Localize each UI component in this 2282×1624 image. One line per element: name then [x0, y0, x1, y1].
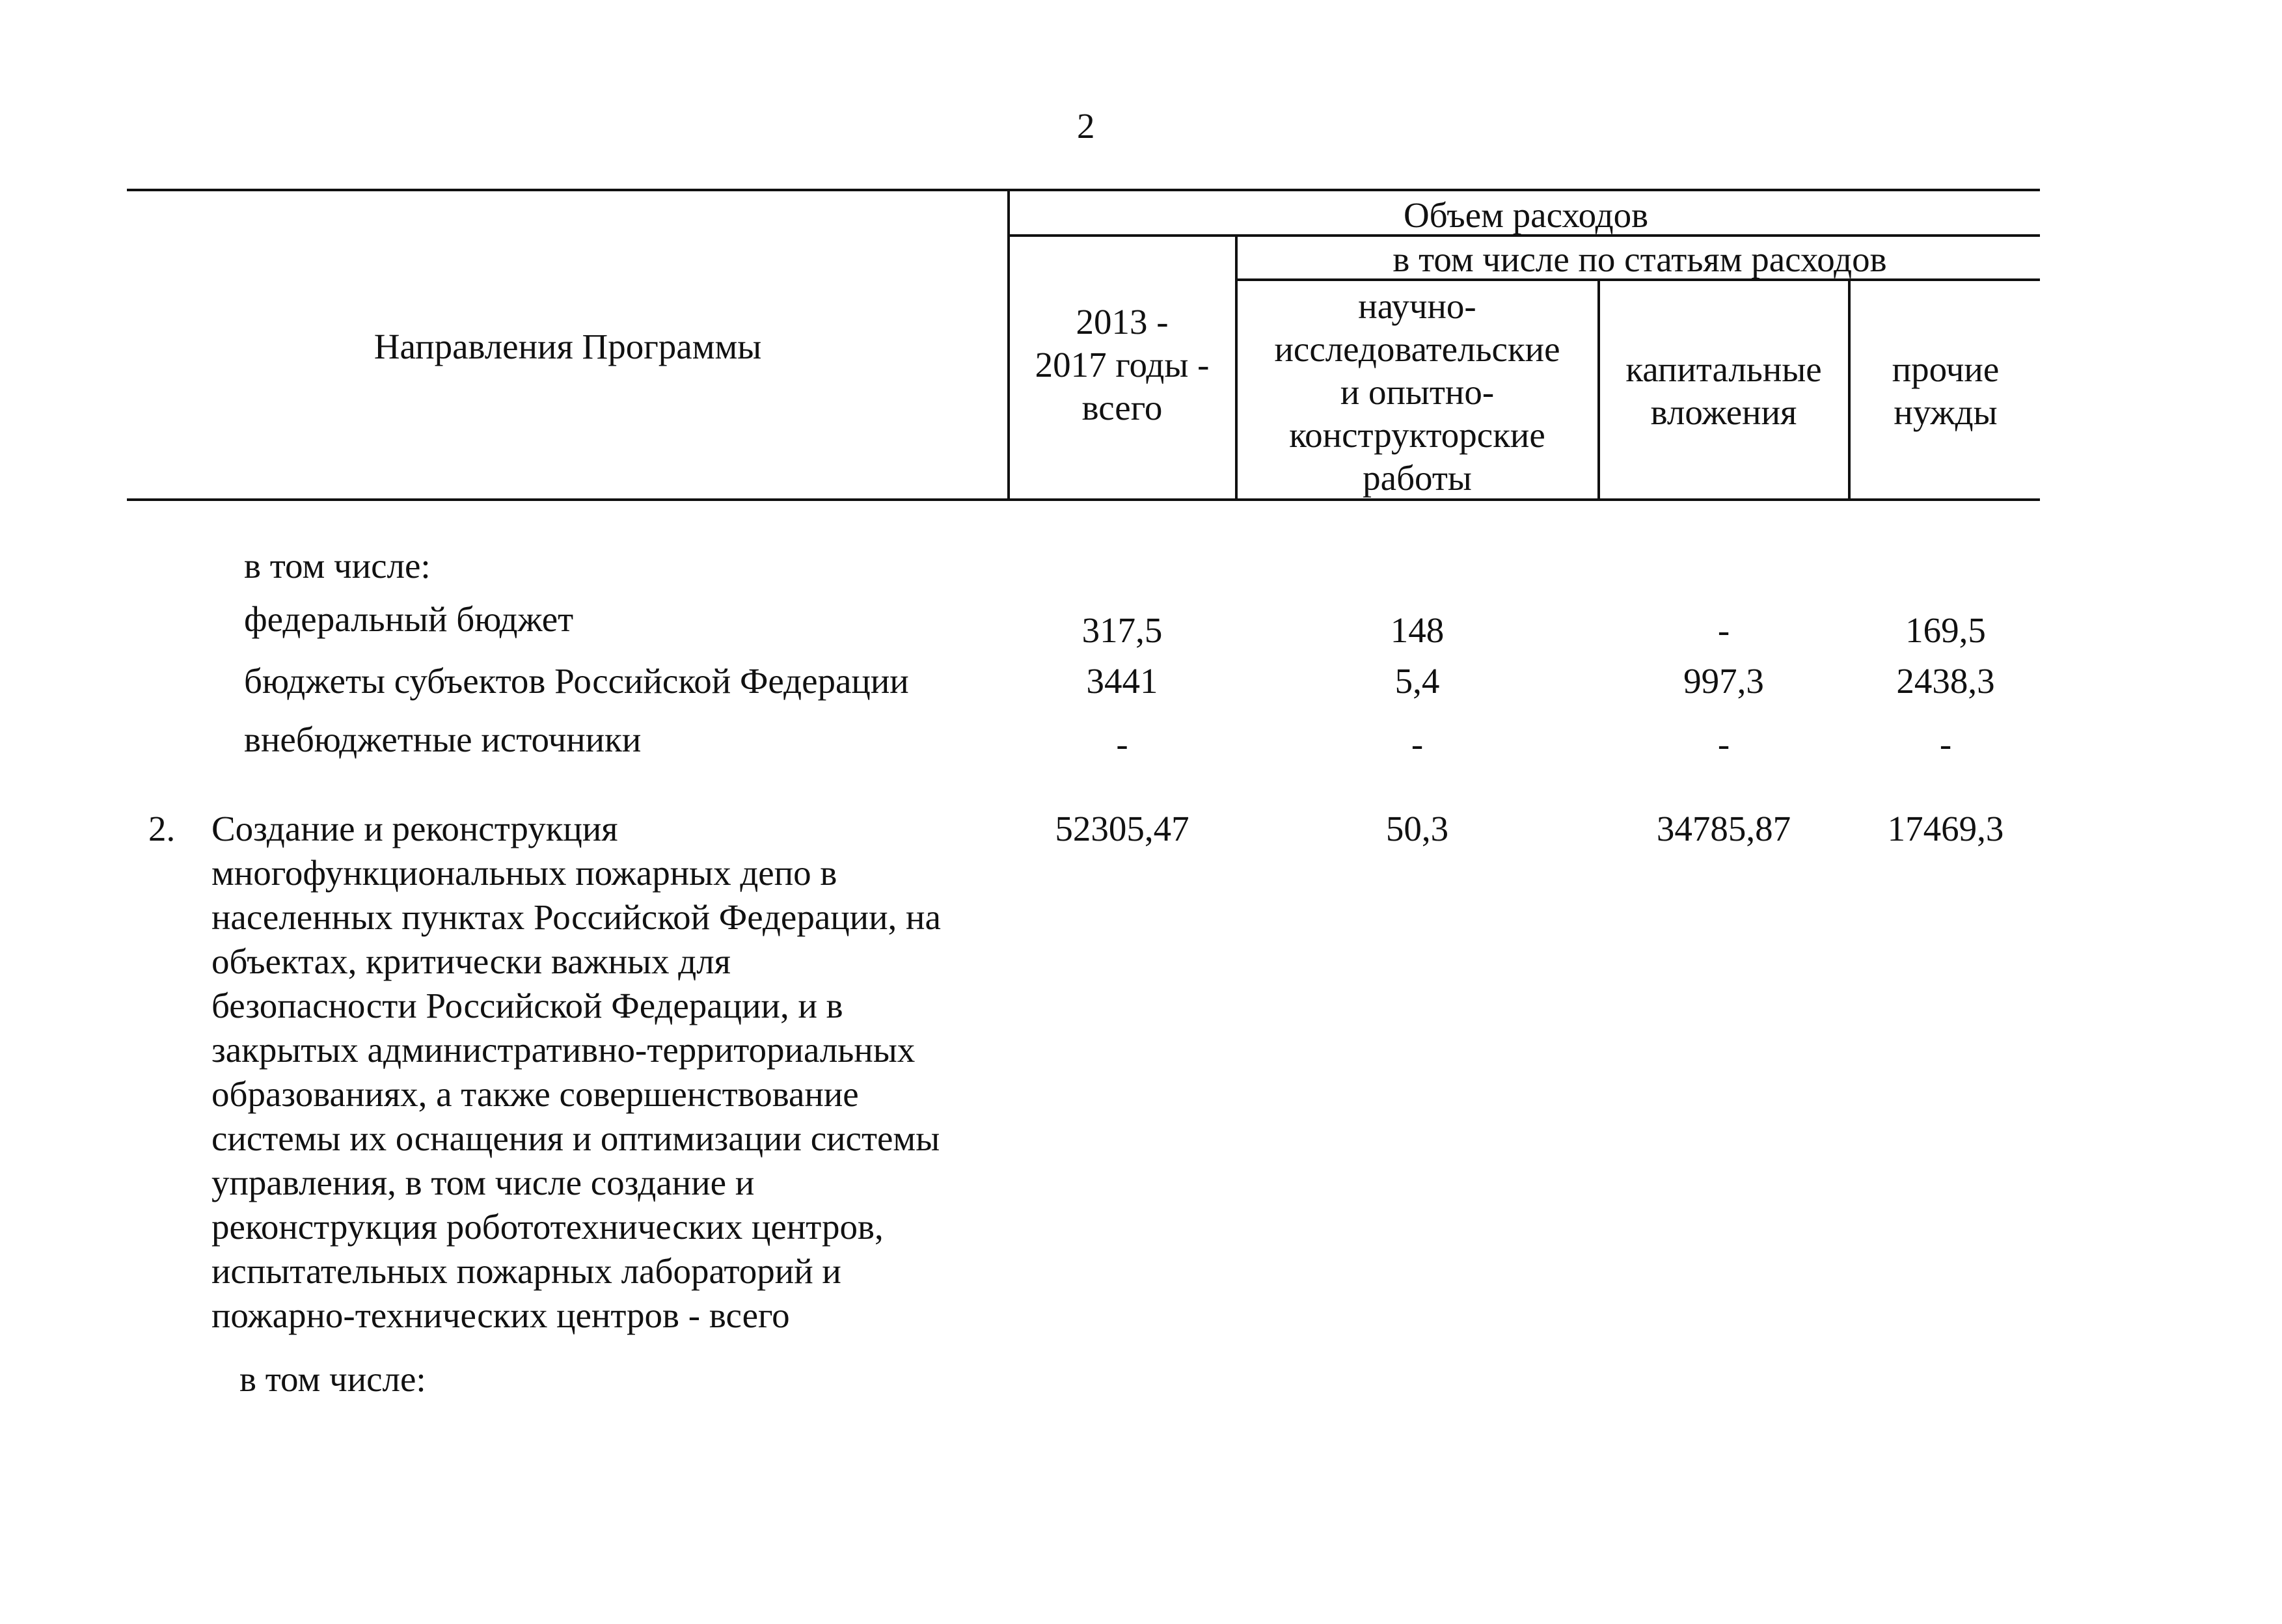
item-description-line: безопасности Российской Федерации, и в: [211, 986, 843, 1025]
header-directions: Направления Программы: [374, 327, 762, 366]
header-rnd: [1238, 285, 1596, 500]
header-rnd-line: работы: [1363, 458, 1472, 498]
header-capital-line: капитальные: [1625, 349, 1822, 389]
header-rnd-line: и опытно-: [1340, 372, 1495, 412]
header-capital-line: вложения: [1650, 392, 1797, 432]
header-total-line: 2017 годы -: [1035, 345, 1210, 385]
header-total-line: 2013 -: [1076, 302, 1169, 342]
cell-capital: -: [1717, 724, 1730, 764]
cell-other: 2438,3: [1896, 661, 1995, 701]
cell-rnd: 5,4: [1394, 661, 1440, 701]
item-description-line: объектах, критически важных для: [211, 941, 731, 981]
cell-capital: 34785,87: [1656, 809, 1791, 848]
cell-capital: -: [1717, 610, 1730, 650]
header-other: [1851, 348, 2040, 434]
header-rnd-line: научно-: [1358, 286, 1476, 326]
header-total-line: всего: [1081, 388, 1163, 427]
cell-rnd: -: [1411, 724, 1424, 764]
cell-total: 3441: [1086, 661, 1158, 701]
header-rnd-line: исследовательские: [1274, 329, 1560, 369]
cell-rnd: 50,3: [1385, 809, 1449, 848]
cell-total: -: [1116, 724, 1128, 764]
cell-capital: 997,3: [1683, 661, 1764, 701]
item-description-line: испытательных пожарных лабораторий и: [211, 1251, 841, 1291]
header-expenses-volume: Объем расходов: [1403, 195, 1649, 235]
item-number: 2.: [148, 809, 176, 848]
cell-other: 17469,3: [1887, 809, 2004, 848]
table-top-rule: [127, 189, 2040, 191]
page-number: 2: [1077, 106, 1095, 146]
header-other-line: нужды: [1894, 392, 1998, 432]
cell-other: 169,5: [1905, 610, 1986, 650]
row-label: внебюджетные источники: [244, 720, 642, 759]
header-divider-2: [1235, 236, 1238, 500]
item-description: [211, 807, 1005, 1338]
item-description-line: пожарно-технических центров - всего: [211, 1295, 790, 1335]
item-description-line: закрытых административно-территориальных: [211, 1030, 916, 1070]
item-description-line: населенных пунктах Российской Федерации, на: [211, 897, 941, 937]
item-description-line: образованиях, а также совершенствование: [211, 1074, 859, 1114]
table-header-bottom-rule: [127, 498, 2040, 501]
header-other-line: прочие: [1892, 349, 2000, 389]
header-capital: [1601, 348, 1847, 434]
item-description-line: многофункциональных пожарных депо в: [211, 853, 837, 893]
header-divider-3: [1597, 280, 1600, 500]
row-label: федеральный бюджет: [244, 599, 574, 639]
item-description-line: управления, в том числе создание и: [211, 1163, 755, 1202]
row-label: бюджеты субъектов Российской Федерации: [244, 661, 909, 701]
cell-total: 52305,47: [1055, 809, 1189, 848]
item-description-line: Создание и реконструкция: [211, 809, 618, 848]
item-description-line: реконструкция робототехнических центров,: [211, 1207, 884, 1247]
row-label-including: в том числе:: [239, 1359, 426, 1399]
header-total: [1011, 301, 1234, 429]
cell-total: 317,5: [1081, 610, 1163, 650]
header-divider-1: [1007, 190, 1010, 500]
header-divider-4: [1848, 280, 1851, 500]
header-by-articles: в том числе по статьям расходов: [1392, 239, 1887, 279]
cell-rnd: 148: [1390, 610, 1445, 650]
row-label-including: в том числе:: [244, 546, 431, 586]
header-rnd-line: конструкторские: [1289, 415, 1545, 455]
cell-other: -: [1939, 724, 1952, 764]
item-description-line: системы их оснащения и оптимизации системы: [211, 1118, 940, 1158]
